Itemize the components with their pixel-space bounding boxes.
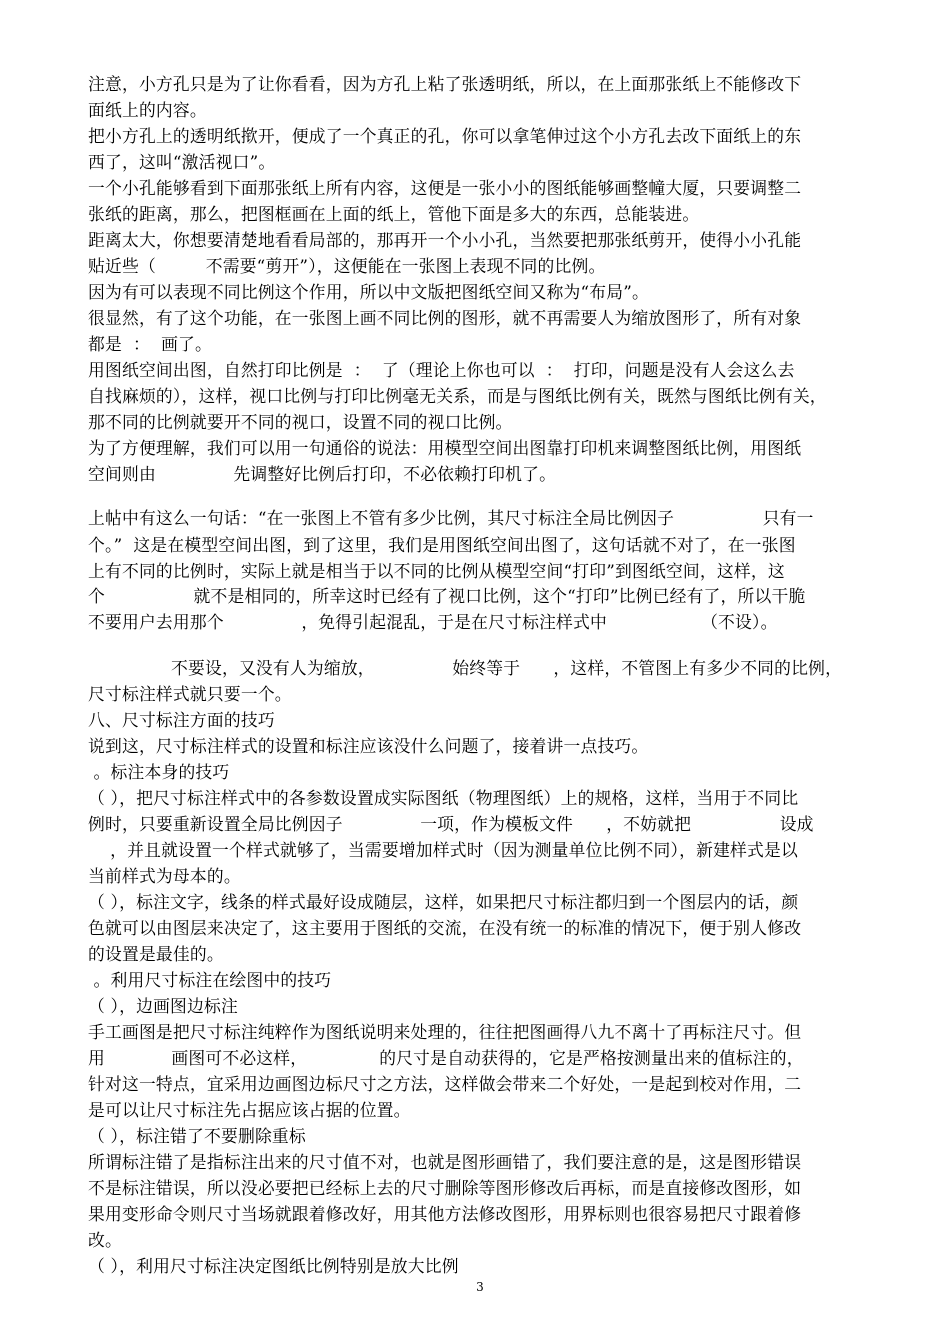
text-line: 色就可以由图层来决定了，这主要用于图纸的交流，在没有统一的标准的情况下，便于别人修改	[88, 918, 802, 938]
text-line: 手工画图是把尺寸标注纯粹作为图纸说明来处理的，往往把图画得八九不离十了再标注尺寸。但	[88, 1022, 802, 1042]
text-line: 西了，这叫“激活视口”。	[88, 152, 276, 172]
text-line: 贴近些（ 不需要“剪开”），这便能在一张图上表现不同的比例。	[88, 256, 606, 276]
text-line: 不要设，又没有人为缩放， 始终等于 ，这样，不管图上有多少不同的比例，	[88, 658, 843, 678]
text-line: 为了方便理解，我们可以用一句通俗的说法：用模型空间出图靠打印机来调整图纸比例，用图纸	[88, 438, 802, 458]
text-line: 那不同的比例就要开不同的视口，设置不同的视口比例。	[88, 412, 513, 432]
section-heading: 八、尺寸标注方面的技巧	[88, 710, 275, 730]
text-line: （ ），把尺寸标注样式中的各参数设置成实际图纸（物理图纸）上的规格，这样，当用于不同比	[88, 788, 799, 808]
text-line: 不是标注错误，所以没必要把已经标上去的尺寸删除等图形修改后再标，而是直接修改图形，如	[88, 1178, 802, 1198]
text-line: 针对这一特点，宜采用边画图边标尺寸之方法，这样做会带来二个好处，一是起到校对作用，二	[88, 1074, 802, 1094]
text-line: 一个小孔能够看到下面那张纸上所有内容，这便是一张小小的图纸能够画整幢大厦，只要调整二	[88, 178, 802, 198]
text-line: （ ），利用尺寸标注决定图纸比例特别是放大比例	[88, 1256, 459, 1276]
sub-heading: 。利用尺寸标注在绘图中的技巧	[88, 970, 332, 990]
text-line: 的设置是最佳的。	[88, 944, 224, 964]
page-number: 3	[476, 1280, 484, 1294]
text-line: 例时，只要重新设置全局比例因子 一项，作为模板文件 ，不妨就把 设成	[88, 814, 814, 834]
text-line: 面纸上的内容。	[88, 100, 207, 120]
text-line: 注意，小方孔只是为了让你看看，因为方孔上粘了张透明纸，所以，在上面那张纸上不能修改下	[88, 74, 802, 94]
text-line: 用图纸空间出图，自然打印比例是 ： 了（理论上你也可以 ： 打印，问题是没有人会这么去	[88, 360, 795, 380]
text-line: 距离太大，你想要清楚地看看局部的，那再开一个小小孔，当然要把那张纸剪开，使得小小孔能	[88, 230, 802, 250]
sub-heading: 。标注本身的技巧	[88, 762, 230, 782]
text-line: 都是 ： 画了。	[88, 334, 213, 354]
text-line: 上有不同的比例时，实际上就是相当于以不同的比例从模型空间“打印”到图纸空间，这样，这	[88, 561, 785, 581]
text-line: 个 就不是相同的，所幸这时已经有了视口比例，这个“打印”比例已经有了，所以干脆	[88, 586, 806, 606]
text-line: 把小方孔上的透明纸揿开，便成了一个真正的孔，你可以拿笔伸过这个小方孔去改下面纸上的东	[88, 126, 802, 146]
text-line: 自找麻烦的），这样，视口比例与打印比例毫无关系，而是与图纸比例有关，既然与图纸比例有关，	[88, 386, 827, 406]
text-line: （ ），边画图边标注	[88, 996, 238, 1016]
text-line: 不要用户去用那个 ，免得引起混乱，于是在尺寸标注样式中 （不设）。	[88, 612, 778, 632]
text-line: 用 画图可不必这样， 的尺寸是自动获得的，它是严格按测量出来的值标注的，	[88, 1048, 804, 1068]
text-line: 很显然，有了这个功能，在一张图上画不同比例的图形，就不再需要人为缩放图形了，所有对象	[88, 308, 802, 328]
text-line: 张纸的距离，那么，把图框画在上面的纸上，管他下面是多大的东西，总能装进。	[88, 204, 700, 224]
text-line: 所谓标注错了是指标注出来的尺寸值不对，也就是图形画错了，我们要注意的是，这是图形错误	[88, 1152, 802, 1172]
text-line: （ ），标注文字，线条的样式最好设成随层，这样，如果把尺寸标注都归到一个图层内的话，颜	[88, 892, 799, 912]
text-line: 尺寸标注样式就只要一个。	[88, 684, 292, 704]
text-line: ，并且就设置一个样式就够了，当需要增加样式时（因为测量单位比例不同），新建样式是以	[88, 840, 798, 860]
text-line: （ ），标注错了不要删除重标	[88, 1126, 306, 1146]
text-line: 当前样式为母本的。	[88, 866, 241, 886]
text-line: 空间则由 先调整好比例后打印，不必依赖打印机了。	[88, 464, 557, 484]
text-line: 因为有可以表现不同比例这个作用，所以中文版把图纸空间又称为“布局”。	[88, 282, 649, 302]
text-line: 果用变形命令则尺寸当场就跟着修改好，用其他方法修改图形，用界标则也很容易把尺寸跟着修	[88, 1204, 802, 1224]
text-line: 是可以让尺寸标注先占据应该占据的位置。	[88, 1100, 411, 1120]
text-line: 上帖中有这么一句话：“在一张图上不管有多少比例，其尺寸标注全局比例因子 只有一	[88, 508, 814, 528]
text-line: 个。” 这是在模型空间出图，到了这里，我们是用图纸空间出图了，这句话就不对了，在一张图	[88, 535, 796, 555]
text-line: 说到这，尺寸标注样式的设置和标注应该没什么问题了，接着讲一点技巧。	[88, 736, 649, 756]
text-line: 改。	[88, 1230, 122, 1250]
